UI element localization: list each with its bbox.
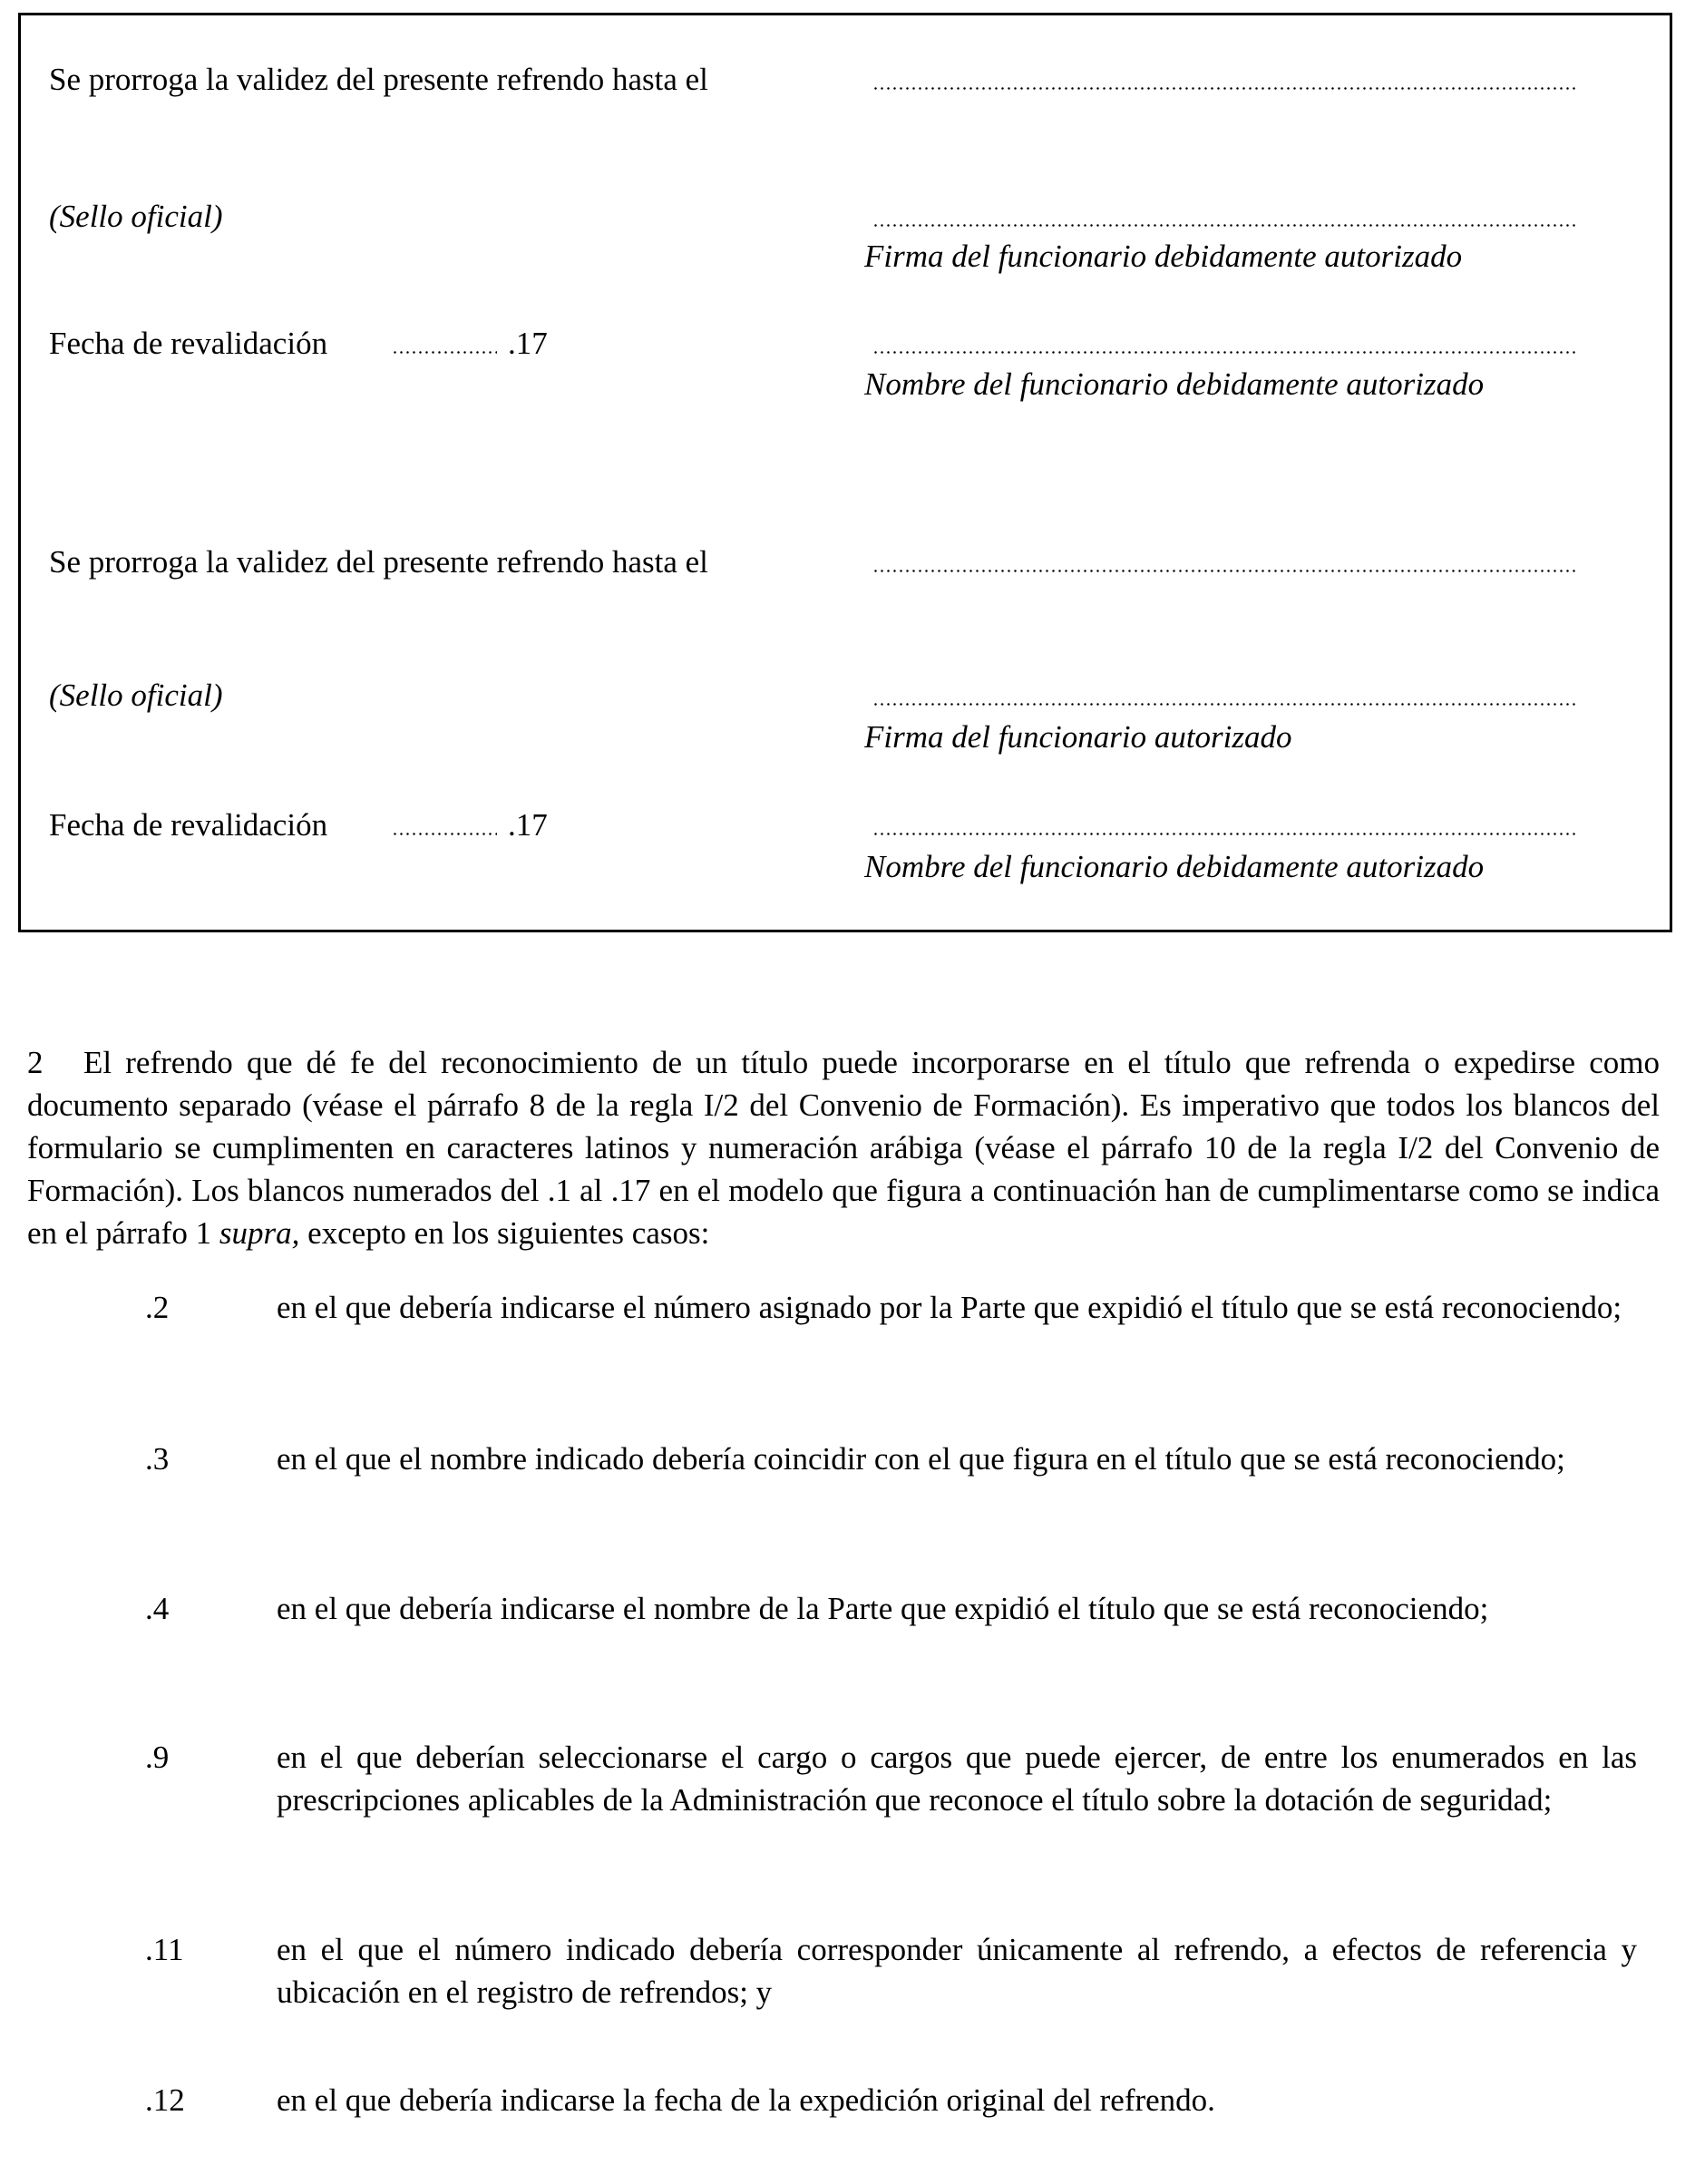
item-number: .4	[145, 1591, 170, 1626]
signature-field-2[interactable]	[872, 703, 1578, 706]
revalidation-date-number-2: .17	[508, 807, 548, 843]
official-seal-label-1: (Sello oficial)	[49, 199, 223, 234]
extension-statement-2: Se prorroga la validez del presente refrendo hasta el	[49, 544, 708, 580]
item-text: en el que el número indicado debería corresponder únicamente al refrendo, a efectos de referencia y ubicación en el registro de refrendos; y	[277, 1932, 1637, 2010]
revalidation-date-field-2[interactable]	[392, 833, 497, 835]
revalidation-date-number-1: .17	[508, 326, 548, 361]
item-number: .9	[145, 1740, 170, 1775]
section-2-number: 2	[27, 1045, 44, 1080]
extension-date-field-2[interactable]	[872, 570, 1578, 572]
section-2-text-a: El refrendo que dé fe del reconocimiento de un título puede incorporarse en el título que refrenda o expedirse como documento separado (véase el párrafo 8 de la regla I/2 del Convenio de Formación). Es imperativo que todos los blancos del formulario se cumplimenten en caracteres latinos y numeración arábiga (véase el párrafo 10 de la regla I/2 del Convenio de Formación). Los blancos numerados del .1 al .17 en el modelo que figura a continuación han de cumplimentarse como se indica en el párrafo 1	[27, 1045, 1660, 1251]
revalidation-date-label-2: Fecha de revalidación	[49, 807, 328, 843]
item-text: en el que debería indicarse el número asignado por la Parte que expidió el título que se está reconociendo;	[277, 1290, 1622, 1325]
section-2-text-b: excepto en los siguientes casos:	[299, 1215, 710, 1251]
item-number: .11	[145, 1932, 184, 1967]
signature-caption-1: Firma del funcionario debidamente autorizado	[864, 239, 1463, 274]
signature-caption-2: Firma del funcionario autorizado	[864, 719, 1292, 755]
name-field-1[interactable]	[872, 351, 1578, 354]
item-number: .3	[145, 1441, 170, 1477]
extension-date-field-1[interactable]	[872, 87, 1578, 90]
item-text: en el que debería indicarse el nombre de la Parte que expidió el título que se está reconociendo;	[277, 1591, 1489, 1626]
item-number: .12	[145, 2082, 185, 2118]
revalidation-date-field-1[interactable]	[392, 351, 497, 354]
extension-statement-1: Se prorroga la validez del presente refrendo hasta el	[49, 62, 708, 97]
section-2-paragraph	[27, 1041, 1660, 1254]
name-caption-1: Nombre del funcionario debidamente autorizado	[864, 366, 1485, 402]
item-number: .2	[145, 1290, 170, 1325]
revalidation-date-label-1: Fecha de revalidación	[49, 326, 328, 361]
item-text: en el que el nombre indicado debería coincidir con el que figura en el título que se está reconociendo;	[277, 1441, 1565, 1477]
name-field-2[interactable]	[872, 833, 1578, 835]
signature-field-1[interactable]	[872, 224, 1578, 227]
section-2-text-italic: supra,	[219, 1215, 300, 1251]
name-caption-2: Nombre del funcionario debidamente autorizado	[864, 849, 1485, 884]
item-text: en el que debería indicarse la fecha de la expedición original del refrendo.	[277, 2082, 1215, 2118]
item-text: en el que deberían seleccionarse el cargo o cargos que puede ejercer, de entre los enumerados en las prescripciones aplicables de la Administración que reconoce el título sobre la dotación de seguridad;	[277, 1740, 1637, 1818]
official-seal-label-2: (Sello oficial)	[49, 678, 223, 713]
endorsement-form-box	[18, 13, 1672, 932]
